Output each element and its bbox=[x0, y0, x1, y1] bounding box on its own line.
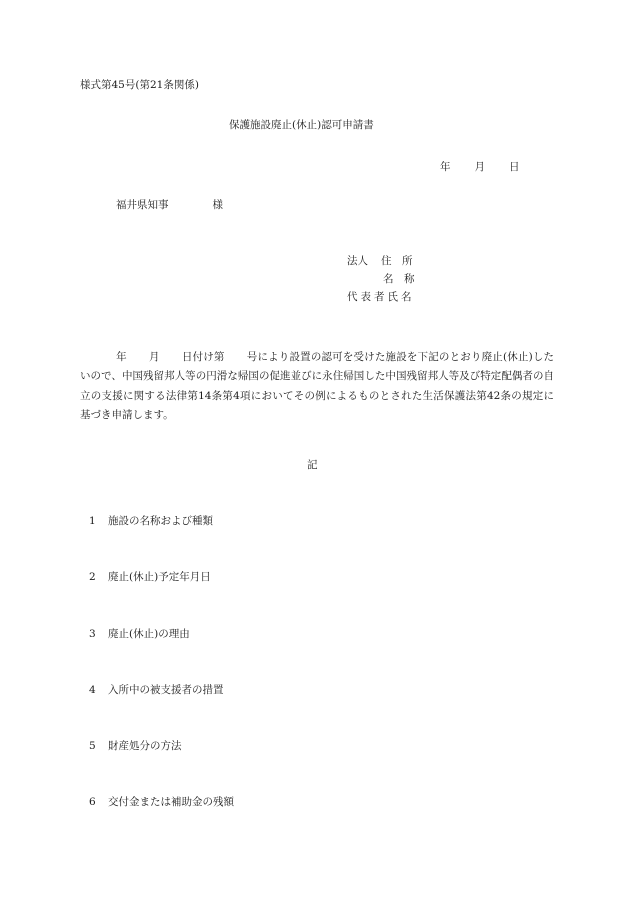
date-year: 年 bbox=[440, 161, 451, 173]
applicant-representative-row bbox=[347, 292, 415, 310]
body-month: 月 bbox=[148, 351, 160, 363]
applicant-name-row bbox=[347, 274, 415, 292]
item-number: 5 bbox=[89, 740, 96, 752]
body-rest: 号により設置の認可を受けた施設を下記のとおり廃止(休止)したいので、中国残留邦人等の円滑な帰国の促進並びに永住帰国した中国残留邦人等及び特定配偶者の自立の支援に関する法律第14条第4項においてその例によるものとされた生活保護法第42条の規定に基づき申請します。 bbox=[80, 351, 555, 421]
item-number: 3 bbox=[89, 628, 96, 640]
list-item bbox=[89, 685, 224, 696]
item-label: 財産処分の方法 bbox=[108, 740, 182, 752]
form-number: 様式第45号(第21条関係) bbox=[80, 79, 199, 91]
addressee-honorific: 様 bbox=[212, 199, 223, 211]
list-item bbox=[89, 797, 234, 808]
date-line bbox=[440, 162, 520, 173]
list-item bbox=[89, 741, 182, 752]
item-label: 施設の名称および種類 bbox=[108, 515, 213, 527]
item-label: 交付金または補助金の残額 bbox=[108, 796, 234, 808]
ki-heading: 記 bbox=[307, 459, 318, 471]
addressee-name: 福井県知事 bbox=[116, 199, 169, 211]
list-item bbox=[89, 629, 190, 640]
applicant-address-row bbox=[347, 256, 415, 274]
applicant-block bbox=[347, 256, 415, 310]
body-year: 年 bbox=[116, 351, 127, 363]
name-label: 名 称 bbox=[383, 273, 415, 285]
application-body-text bbox=[80, 348, 554, 425]
document-title: 保護施設廃止(休止)認可申請書 bbox=[229, 119, 374, 131]
address-label: 住 所 bbox=[381, 255, 413, 267]
date-month: 月 bbox=[474, 161, 485, 173]
item-label: 廃止(休止)予定年月日 bbox=[108, 571, 211, 583]
addressee bbox=[116, 200, 223, 211]
item-number: 4 bbox=[89, 684, 96, 696]
list-item bbox=[89, 516, 213, 527]
body-day-ref: 日付け第 bbox=[181, 351, 225, 363]
representative-label: 代表者氏名 bbox=[347, 291, 415, 303]
item-number: 6 bbox=[89, 796, 96, 808]
item-label: 廃止(休止)の理由 bbox=[108, 628, 190, 640]
item-number: 1 bbox=[89, 515, 96, 527]
date-day: 日 bbox=[509, 161, 520, 173]
item-number: 2 bbox=[89, 571, 96, 583]
list-item bbox=[89, 572, 211, 583]
item-label: 入所中の被支援者の措置 bbox=[108, 684, 224, 696]
corporation-label: 法人 bbox=[347, 255, 368, 267]
